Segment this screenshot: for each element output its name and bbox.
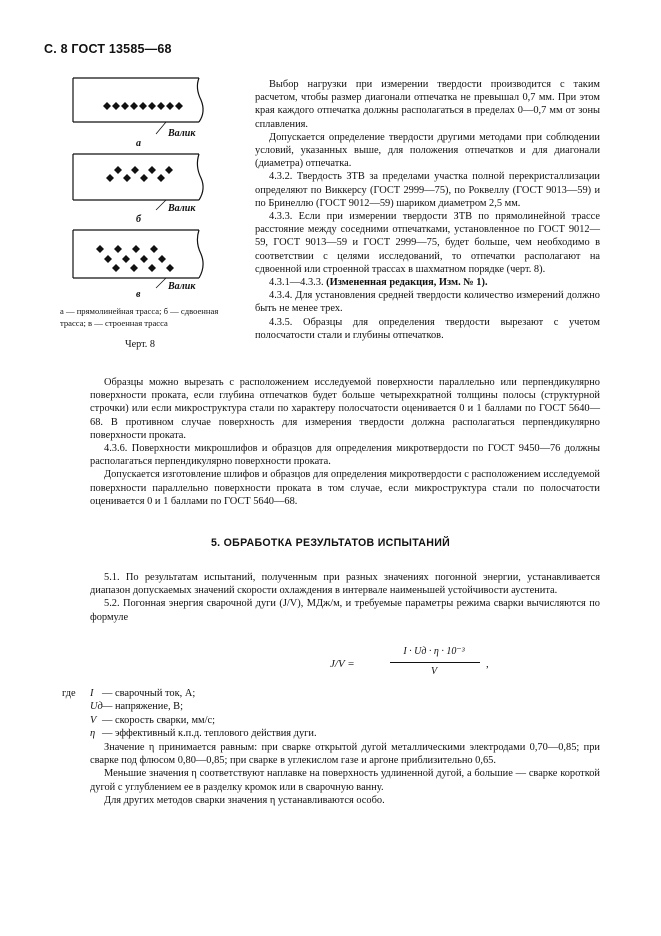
figure-8-drawing (56, 72, 236, 312)
formula-numerator: I · Uд · η · 10⁻³ (403, 646, 465, 657)
figure-label: Черт. 8 (125, 339, 155, 350)
amendment-bold: (Измененная редакция, Изм. № 1). (326, 277, 488, 289)
indent-rows-v (96, 245, 174, 272)
page-header: С. 8 ГОСТ 13585—68 (44, 42, 172, 56)
definition-text: — скорость сварки, мм/с; (102, 714, 215, 726)
definition-text: — эффективный к.п.д. теплового действия дуги. (102, 728, 317, 740)
vajik-label-b: Валик (168, 203, 196, 214)
definition-text: — сварочный ток, А; (102, 688, 196, 699)
panel-letter-a: а (136, 138, 141, 149)
formula-fraction-bar (390, 662, 480, 663)
formula-lhs: J/V = (330, 658, 355, 670)
panel-v (73, 230, 203, 288)
paragraph: Допускается определение твердости другими методами при соблюдении условий, указанных выше, для положения отпечатков и для диагонали (диаметра) отпечатка. (255, 131, 600, 170)
formula (330, 644, 510, 684)
paragraph: 4.3.5. Образцы для определения твердости вырезают с учетом полосчатости стали и глубины отпечатков. (255, 316, 600, 341)
figure-caption: а — прямолинейная трасса; б — сдвоенная трасса; в — строенная трасса (60, 306, 219, 328)
paragraph: Меньшие значения η соответствуют наплавке на поверхность удлиненной дугой, а большие — сварке короткой дугой с углублением ее в разделку кромок или в сварочную ванну. (90, 768, 600, 793)
paragraph: 4.3.2. Твердость ЗТВ за пределами участка полной перекристаллизации определяют по Виккерсу (ГОСТ 2999—75), по Роквеллу (ГОСТ 9013—59) и по Бринеллю (ГОСТ 9012—59) шариком диаметром 2,5 мм. (255, 171, 600, 209)
vajik-label-v: Валик (168, 281, 196, 292)
definition-symbol: V (90, 714, 97, 726)
definition-symbol: I (90, 688, 94, 699)
body-block-2 (90, 571, 600, 624)
vajik-label-a: Валик (168, 128, 196, 139)
indent-rows-b (106, 166, 173, 182)
panel-a (73, 78, 203, 134)
definition-symbol: η (90, 728, 96, 740)
paragraph: 4.3.3. Если при измерении твердости ЗТВ по прямолинейной трассе расстояние между соседними отпечатками, установленное по ГОСТ 9012—59, ГОСТ 9013—59 и ГОСТ 2999—75, будет больше, чем необходимо в соответствии с целями исследований, то отпечатки располагают на сдвоенной или строенной трассах в шахматном порядке (черт. 8). (255, 211, 600, 275)
body-block-3 (90, 741, 600, 807)
panel-letter-v: в (136, 289, 141, 300)
paragraph: 4.3.4. Для установления средней твердости количество измерений должно быть не менее трех. (255, 290, 600, 315)
paragraph: Образцы можно вырезать с расположением исследуемой поверхности параллельно или перпендикулярно поверхности проката, если глубина отпечатков будет больше четырехкратной толщины полосы (структурной строчки) или если микроструктура стали по характеру полосчатости оценивается 0 и 1 баллами по ГОСТ 5640—68. В противном случае поверхность для измерения твердости должна располагаться перпендикулярно поверхности проката. (90, 377, 600, 441)
paragraph: Для других методов сварки значения η устанавливаются особо. (104, 794, 385, 806)
indent-row-a (103, 102, 183, 110)
formula-comma: , (486, 658, 489, 670)
definition-lead: где (62, 688, 76, 699)
right-column-text (255, 78, 600, 342)
paragraph: Выбор нагрузки при измерении твердости производится с таким расчетом, чтобы размер диагонали отпечатка не превышал 0,7 мм. При этом края каждого отпечатка должны располагаться в пределах 0—0,7 мм от зоны сплавления. (255, 79, 600, 130)
definition-text: — напряжение, В; (102, 701, 183, 713)
definition-symbol: Uд (90, 701, 103, 713)
paragraph: Значение η принимается равным: при сварке открытой дугой металлическими электродами 0,70—0,85; при сварке под флюсом 0,80—0,85; при сварке в углекислом газе и аргоне приблизительно 0,65. (90, 742, 600, 767)
panel-b (73, 154, 203, 210)
amendment-prefix: 4.3.1—4.3.3. (269, 277, 327, 289)
section-title: 5. ОБРАБОТКА РЕЗУЛЬТАТОВ ИСПЫТАНИЙ (210, 537, 451, 549)
paragraph: 5.1. По результатам испытаний, полученным при разных значениях погонной энергии, устанавливается диапазон допускаемых значений скорости охлаждения в интервале наименьшей устойчивости аустенита. (90, 572, 600, 597)
amendment-note (255, 276, 600, 289)
paragraph: Допускается изготовление шлифов и образцов для определения микротвердости с расположением исследуемой поверхности параллельно поверхности проката в том случае, если микроструктура стали по полосчатости оценивается 0 и 1 баллами по ГОСТ 5640—68. (90, 469, 600, 507)
formula-denominator: V (430, 666, 438, 677)
body-block-1 (90, 376, 600, 508)
paragraph: 4.3.6. Поверхности микрошлифов и образцов для определения микротвердости по ГОСТ 9450—76 должны располагаться перпендикулярно поверхности проката. (90, 443, 600, 468)
panel-letter-b: б (136, 214, 141, 225)
paragraph: 5.2. Погонная энергия сварочной дуги (J/V), МДж/м, и требуемые параметры режима сварки вычисляются по формуле (90, 598, 600, 623)
